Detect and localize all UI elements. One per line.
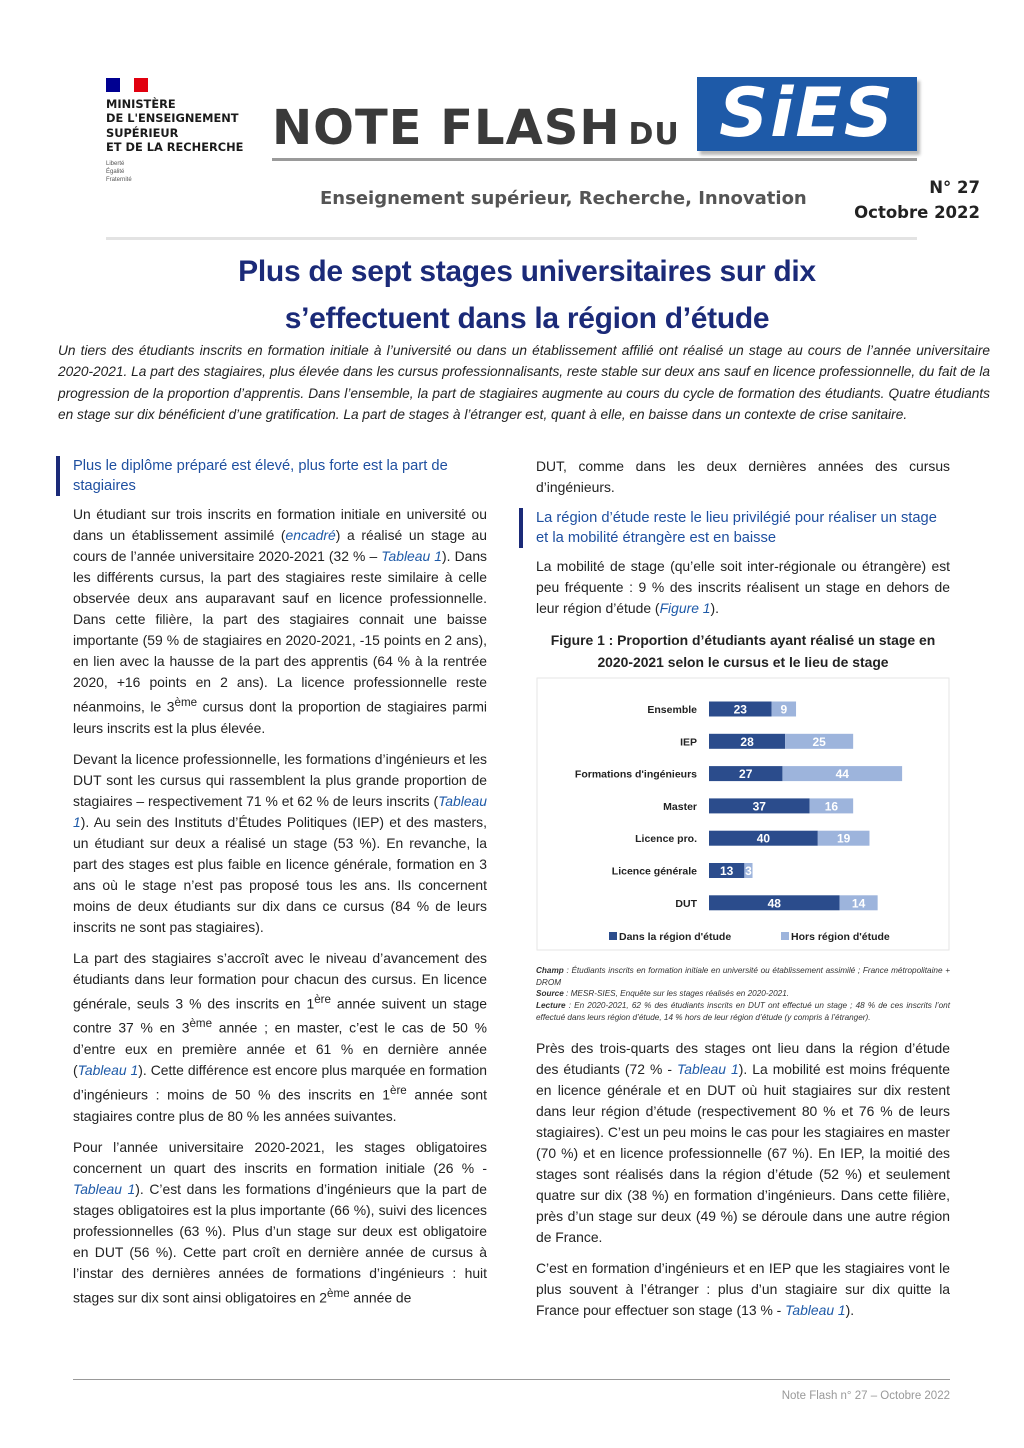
paragraph: C’est en formation d’ingénieurs et en IEP que les stagiaires vont le plus souvent à l’étranger : plus d’un stagiaire sur dix quitte la France pour effectuer son stage (13 % - Tableau 1). bbox=[536, 1259, 950, 1318]
note-lecture: Lecture : En 2020-2021, 62 % des étudiants inscrits en DUT ont effectué un stage ; 48 % de ces inscrits l’ont effectué dans leurs région d’étude, 14 % hors de leur région d’étude (y compris à l’étranger). bbox=[536, 1001, 950, 1022]
flag-blue bbox=[106, 78, 120, 92]
ministry-line: ET DE LA RECHERCHE bbox=[106, 140, 244, 155]
stacked-bar-chart bbox=[536, 677, 950, 957]
header-divider bbox=[106, 237, 917, 240]
figure-notes bbox=[536, 965, 950, 1024]
title-line: s’effectuent dans la région d’étude bbox=[284, 302, 770, 335]
note-champ: Champ : Étudiants inscrits en formation initiale en université ou établissement assimilé ; France métropolitaine + DROM bbox=[536, 966, 950, 987]
du-text: DU bbox=[628, 117, 680, 152]
motto-line: Liberté bbox=[106, 161, 125, 167]
data-label: 16 bbox=[824, 799, 839, 814]
chart-svg bbox=[536, 677, 950, 957]
data-label: 28 bbox=[740, 734, 754, 749]
category-label: Licence pro. bbox=[635, 833, 697, 846]
title-line: Plus de sept stages universitaires sur dix bbox=[238, 255, 816, 288]
note-flash-text: NOTE FLASH bbox=[272, 100, 621, 156]
motto-line: Fraternité bbox=[106, 177, 132, 183]
category-label: IEP bbox=[680, 736, 697, 749]
section-heading: Plus le diplôme préparé est élevé, plus forte est la part de stagiaires bbox=[73, 456, 487, 496]
motto-line: Égalité bbox=[106, 169, 125, 175]
data-label: 13 bbox=[720, 864, 734, 878]
paragraph: Près des trois-quarts des stages ont lieu dans la région d’étude des étudiants (72 % - Tableau 1). La mobilité est moins fréquente en licence générale et en DUT où huit stagiaires sur dix restent dans leur région d’étude (respectivement 80 % et 76 % de leurs stagiaires). C’est un peu moins le cas pour les stagiaires en master (70 %) et en licence professionnelle (67 %). En IEP, la moitié des stages sont réalisés dans la région d’étude (52 %) et seulement quatre sur dix (38 %) en formation d’ingénieurs. Dans cette filière, près d’un stage sur deux (49 %) se déroule dans une autre région de France. bbox=[536, 1039, 950, 1245]
legend-swatch bbox=[609, 932, 617, 940]
note-source: Source : MESR-SIES, Enquête sur les stages réalisés en 2020-2021. bbox=[536, 989, 790, 999]
ministry-name bbox=[106, 97, 271, 155]
tableau-link[interactable]: Tableau 1 bbox=[381, 548, 443, 564]
figure-link[interactable]: Figure 1 bbox=[659, 600, 711, 616]
sies-logo-text: SiES bbox=[719, 74, 895, 153]
data-label: 37 bbox=[752, 799, 766, 814]
article-title bbox=[60, 248, 994, 342]
data-label: 19 bbox=[836, 831, 851, 846]
issue-number: N° 27 bbox=[929, 178, 980, 197]
category-label: DUT bbox=[675, 897, 697, 910]
category-label: Formations d'ingénieurs bbox=[574, 768, 697, 781]
encadre-link[interactable]: encadré bbox=[285, 527, 336, 543]
paragraph: Pour l’année universitaire 2020-2021, les stages obligatoires concernent un quart des inscrits en formation initiale (26 % - Tableau 1). C’est dans les formations d’ingénieurs que la part de stages obligatoires est la plus importante (66 %), suivi des licences professionnelles (63 %). Plus d’un stage sur deux est obligatoire en DUT (56 %). Cette part croît en dernière année de cursus à l’instar des dernières années de formations d’ingénieurs : huit stages sur dix sont ainsi obligatoires en 2ème année de bbox=[73, 1138, 488, 1306]
flag-white bbox=[120, 78, 134, 92]
abstract: Un tiers des étudiants inscrits en formation initiale à l’université ou dans un établissement affilié ont réalisé un stage au cours de l’année universitaire 2020-2021. La part des stagiaires, plus élevée dans les cursus professionnalisants, reste stable sur deux ans sauf en licence professionnelle, du fait de la progression de la proportion d’apprentis. Dans l’ensemble, la part de stagiaires augmente au cours du cycle de formation des étudiants. Quatre étudiants en stage sur dix bénéficient d’une gratification. La part de stages à l’étranger est, quant à elle, en baisse dans un contexte de crise sanitaire. bbox=[58, 343, 990, 422]
tableau-link[interactable]: Tableau 1 bbox=[785, 1301, 846, 1318]
sies-logo bbox=[697, 74, 917, 153]
right-column bbox=[536, 456, 950, 1331]
paragraph: La part des stagiaires s’accroît avec le niveau d’avancement des étudiants dans leur formation pour chacun des cursus. En licence générale, seuls 3 % des inscrits en 1ère année suivent un stage contre 37 % en 3ème année ; en master, c’est le cas de 50 % d’entre eux en première année et 61 % en dernière année (Tableau 1). Cette différence est encore plus marquée en formation d’ingénieurs : moins de 50 % des inscrits en 1ère année sont stagiaires contre plus de 80 % les années suivantes. bbox=[73, 949, 487, 1124]
ministry-line: DE L'ENSEIGNEMENT bbox=[106, 111, 239, 126]
marianne-flag-icon bbox=[106, 78, 148, 92]
left-column bbox=[73, 456, 487, 1318]
paragraph: La mobilité de stage (qu’elle soit inter-régionale ou étrangère) est peu fréquente : 9 % des inscrits réalisent un stage en dehors de leur région d’étude (Figure 1). bbox=[536, 558, 950, 616]
tableau-link[interactable]: Tableau 1 bbox=[73, 792, 487, 830]
figure-title: Figure 1 : Proportion d’étudiants ayant réalisé un stage en 2020-2021 selon le cursus et le lieu de stage bbox=[550, 632, 936, 670]
ministry-line: MINISTÈRE bbox=[106, 97, 176, 111]
category-label: Licence générale bbox=[611, 865, 697, 878]
tableau-link[interactable]: Tableau 1 bbox=[73, 1180, 136, 1197]
footer-rule bbox=[73, 1379, 950, 1380]
section-heading: La région d’étude reste le lieu privilégié pour réaliser un stage et la mobilité étrangère est en baisse bbox=[536, 508, 950, 548]
flag-red bbox=[134, 78, 148, 92]
publication-name bbox=[272, 100, 680, 156]
issue-date: Octobre 2022 bbox=[854, 203, 980, 222]
paragraph: Un étudiant sur trois inscrits en formation initiale en université ou dans un établissement assimilé (encadré) a réalisé un stage au cours de l’année universitaire 2020-2021 (32 % – Tableau 1). Dans les différents cursus, la part des stagiaires reste similaire à celle observée deux ans auparavant sauf en licence professionnelle. Dans cette filière, la part des stagiaires connait une baisse importante (59 % de stagiaires en 2020-2021, -15 points en 2 ans), en lien avec la hausse de la part des apprentis (64 % à la rentrée 2020, +16 points en 2 ans). La licence professionnelle reste néanmoins, le 3ème cursus dont la proportion de stagiaires parmi leurs inscrits est la plus élevée. bbox=[73, 506, 488, 736]
category-label: Ensemble bbox=[647, 704, 697, 716]
data-label: 23 bbox=[733, 702, 747, 717]
legend-label: Dans la région d'étude bbox=[619, 931, 732, 943]
paragraph: Devant la licence professionnelle, les formations d’ingénieurs et les DUT sont les cursus qui rassemblent la plus grande proportion de stagiaires – respectivement 71 % et 62 % de leurs inscrits (Tableau 1). Au sein des Instituts d’Études Politiques (IEP) et des masters, un étudiant sur deux a réalisé un stage (53 %). En revanche, la part des stages est plus faible en licence générale, formation en 3 ans où le stage n’est pas proposé tous les ans. Ils concernent moins de deux étudiants sur dix dans ce cursus (84 % de leurs inscrits ne sont pas stagiaires). bbox=[73, 750, 487, 935]
paragraph: DUT, comme dans les deux dernières années des cursus d’ingénieurs. bbox=[536, 458, 950, 495]
issue-info bbox=[854, 175, 980, 225]
data-label: 40 bbox=[756, 831, 771, 846]
header-rule bbox=[272, 158, 917, 161]
category-label: Master bbox=[663, 800, 697, 813]
legend-swatch bbox=[781, 932, 789, 940]
footer-text: Note Flash n° 27 – Octobre 2022 bbox=[781, 1390, 950, 1402]
data-label: 9 bbox=[780, 702, 788, 717]
republic-motto bbox=[106, 160, 132, 184]
data-label: 27 bbox=[739, 767, 753, 782]
data-label: 3 bbox=[745, 864, 752, 878]
data-label: 14 bbox=[851, 896, 866, 911]
data-label: 44 bbox=[835, 767, 849, 782]
data-label: 25 bbox=[812, 734, 826, 749]
tableau-link[interactable]: Tableau 1 bbox=[77, 1061, 139, 1078]
tableau-link[interactable]: Tableau 1 bbox=[677, 1060, 739, 1077]
data-label: 48 bbox=[767, 896, 781, 911]
ministry-line: SUPÉRIEUR bbox=[106, 125, 179, 140]
publication-subtitle: Enseignement supérieur, Recherche, Innovation bbox=[320, 188, 807, 209]
legend-label: Hors région d'étude bbox=[791, 931, 890, 943]
